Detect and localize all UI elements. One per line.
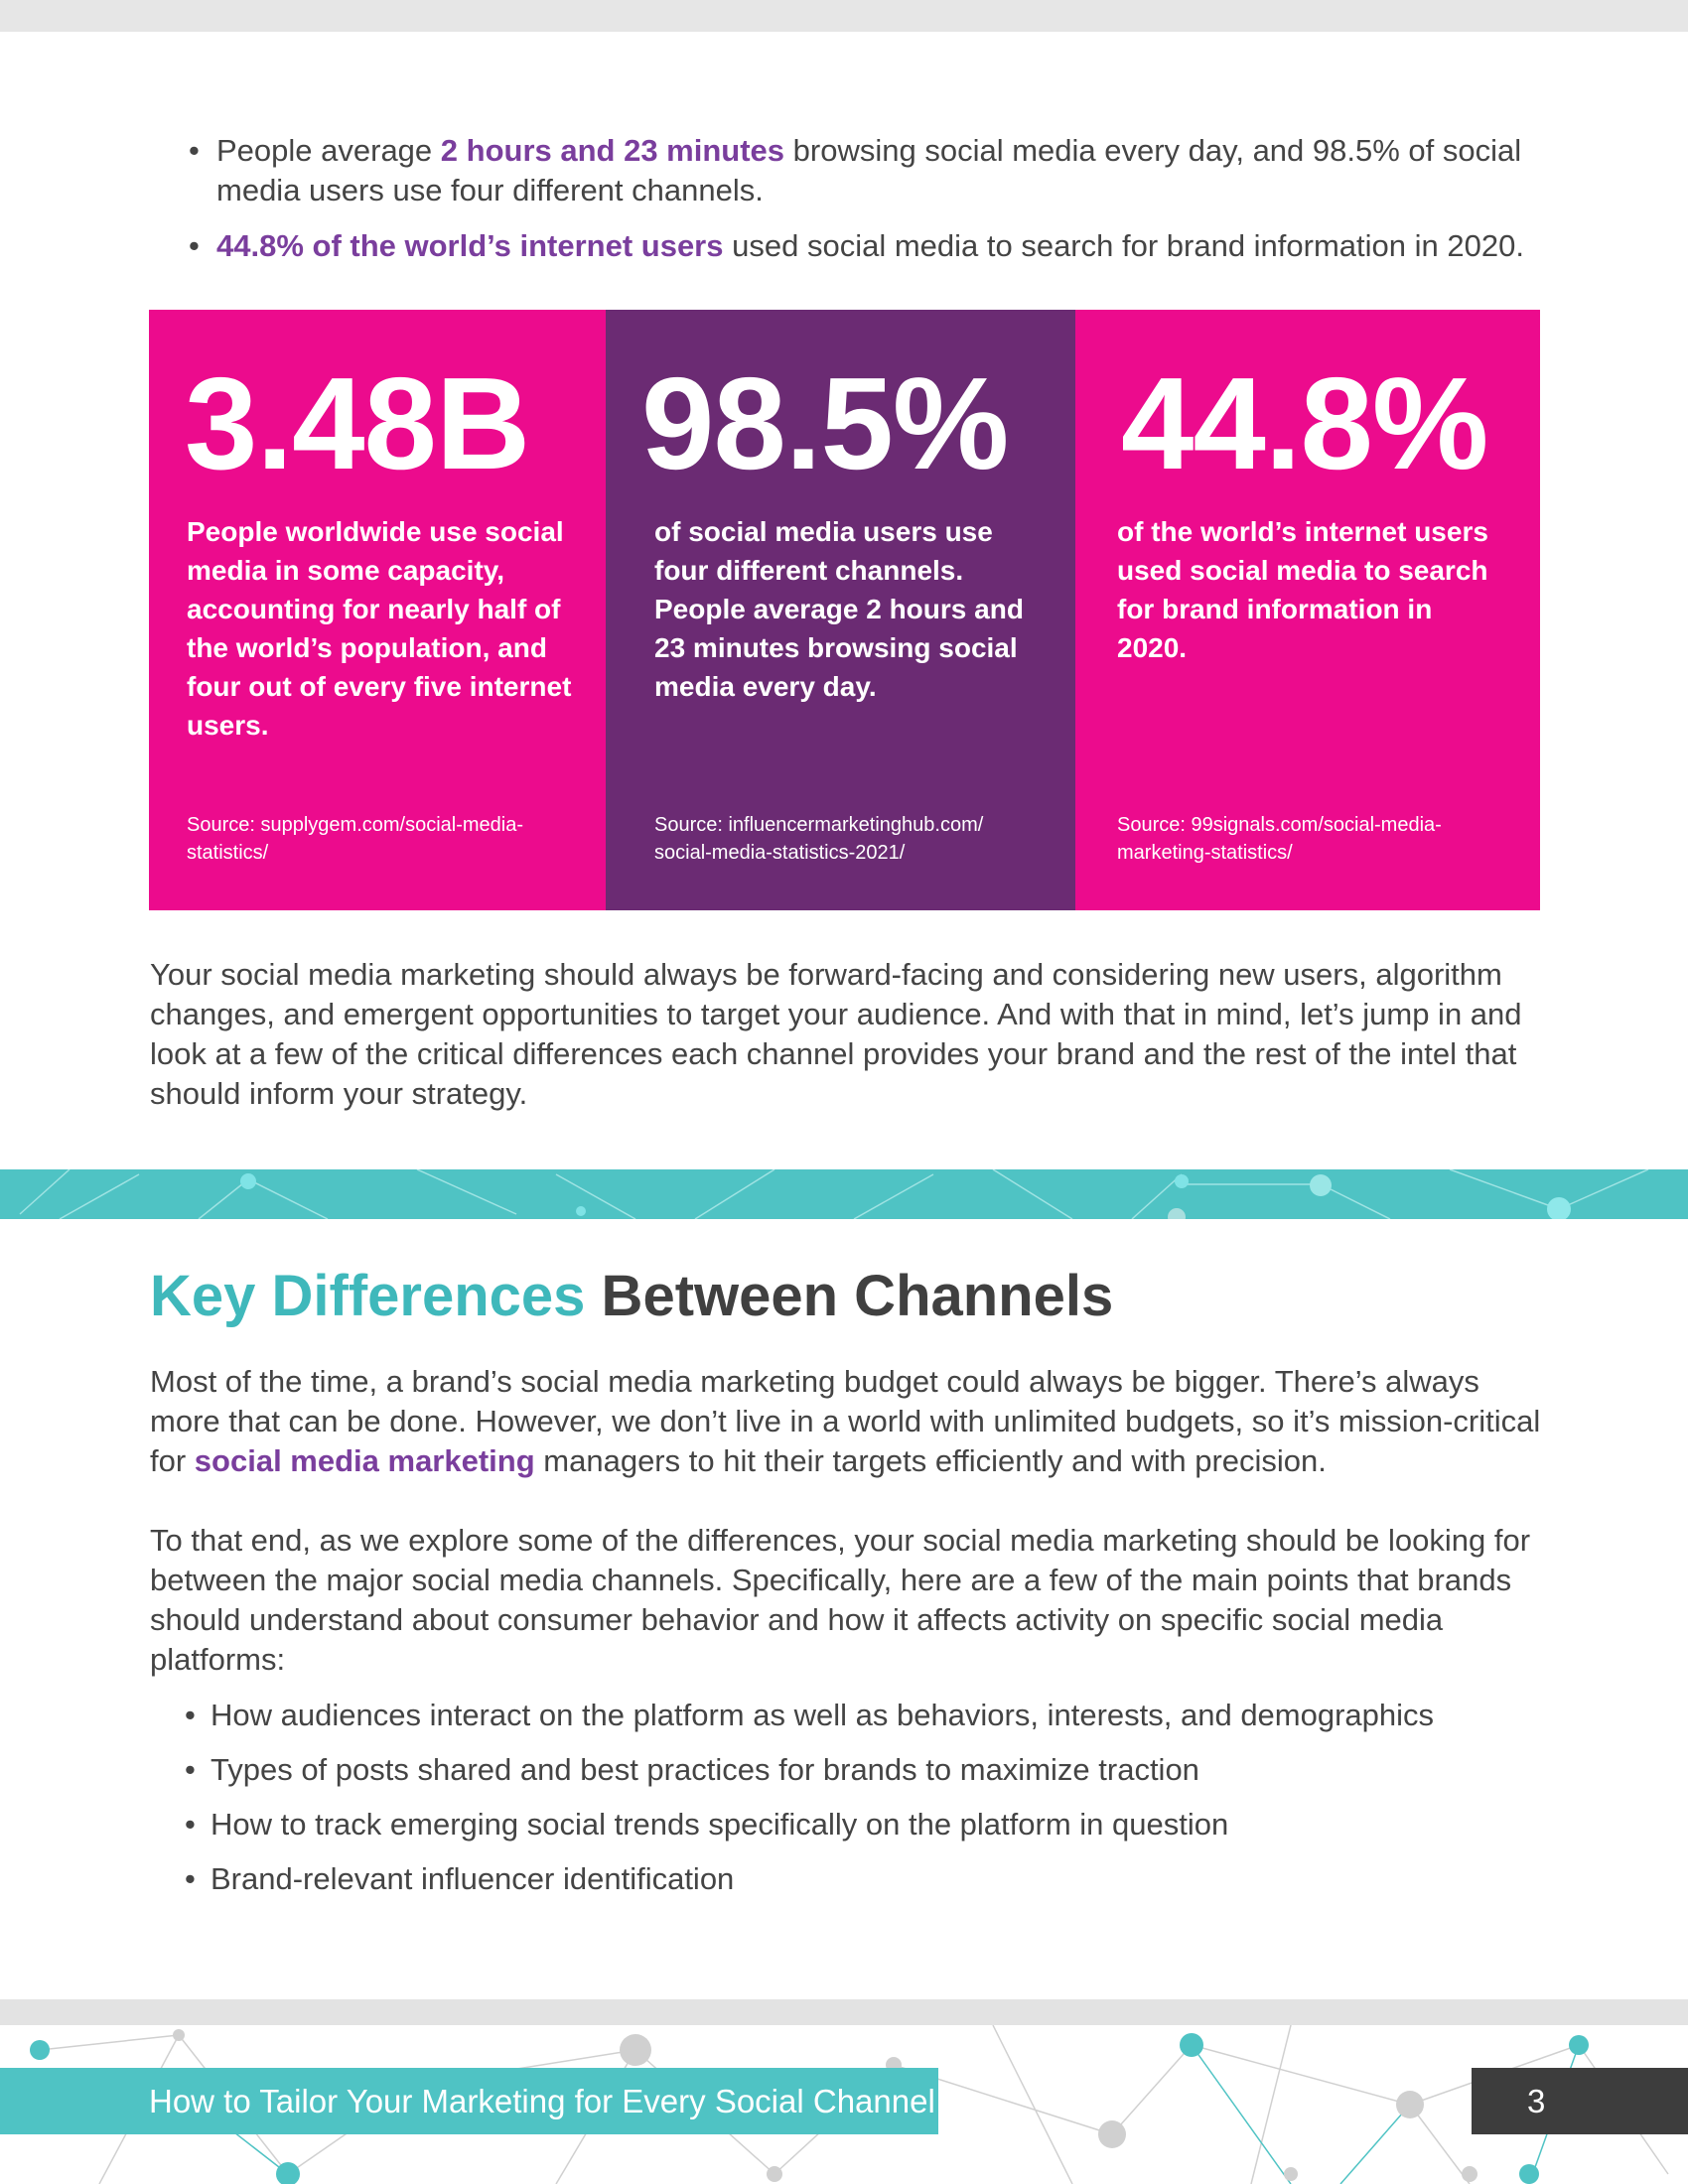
bullet-text: People average — [216, 133, 441, 168]
title-accent: Key Differences — [150, 1264, 586, 1328]
social-media-marketing-link[interactable]: social media marketing — [194, 1443, 535, 1478]
intro-paragraph: Your social media marketing should always be forward-facing and considering new users, algorithm changes, and emergent opportunities to target your audience. And with that in mind, let’s jump in and look at a few of the critical differences each channel provides your brand and the rest of the intel that should inform your strategy. — [150, 957, 1522, 1111]
paragraph-text: managers to hit their targets efficiently and with precision. — [534, 1443, 1327, 1478]
list-item: • How audiences interact on the platform as well as behaviors, interests, and demographics — [185, 1696, 1555, 1735]
stat-card-users — [149, 310, 606, 910]
bullet-text: used social media to search for brand information in 2020. — [723, 228, 1524, 263]
list-item: • Types of posts shared and best practices for brands to maximize traction — [185, 1750, 1555, 1790]
key-points-list — [185, 1696, 1555, 1914]
network-band-divider — [0, 1169, 1688, 1219]
intro-bullet-item — [185, 131, 1555, 210]
intro-bullet-item — [185, 226, 1555, 266]
stat-number: 44.8% — [1121, 350, 1488, 496]
stat-source — [1117, 811, 1514, 867]
paragraph-text: Most of the time, a brand’s social media marketing budget could always be bigger. There’s always more that can be done. However, we don’t live in a world with unlimited budgets, so it’s mission-critical for — [150, 1364, 1541, 1478]
stat-description: People worldwide use social media in some capacity, accounting for nearly half of the world’s population, and four out of every five internet users. — [187, 516, 572, 741]
source-line: statistics/ — [187, 842, 269, 864]
bullet-text: browsing social media every day, and 98.5% of social media users use four different channels. — [216, 133, 1522, 207]
source-line: marketing-statistics/ — [1117, 842, 1293, 864]
footer-document-title: How to Tailor Your Marketing for Every Social Channel — [0, 2068, 938, 2134]
stat-number: 3.48B — [185, 350, 530, 496]
stat-source — [654, 811, 1052, 867]
stat-card-brand-search — [1075, 310, 1540, 910]
top-gray-bar — [0, 0, 1688, 32]
source-line: Source: supplygem.com/social-media- — [187, 814, 524, 836]
section-title — [150, 1259, 1113, 1334]
differences-paragraph: To that end, as we explore some of the differences, your social media marketing should be looking for between the major social media channels. Specifically, here are a few of the main points that brands should understand about consumer behavior and how it affects activity on specific social media platforms: — [150, 1523, 1531, 1677]
list-item: • Brand-relevant influencer identification — [185, 1859, 1555, 1899]
stat-description: of social media users use four different channels. People average 2 hours and 23 minutes browsing social media every day. — [654, 516, 1024, 702]
source-line: Source: influencermarketinghub.com/ — [654, 814, 984, 836]
list-item: • How to track emerging social trends specifically on the platform in question — [185, 1805, 1555, 1844]
stat-description: of the world’s internet users used social media to search for brand information in 2020. — [1117, 516, 1488, 663]
highlight-text: 2 hours and 23 minutes — [440, 133, 785, 168]
intro-bullet-list — [185, 131, 1555, 282]
stat-source — [187, 811, 584, 867]
stat-number: 98.5% — [641, 350, 1009, 496]
title-rest: Between Channels — [585, 1264, 1114, 1328]
source-line: Source: 99signals.com/social-media- — [1117, 814, 1442, 836]
network-pattern-icon — [0, 1169, 1688, 1219]
source-line: social-media-statistics-2021/ — [654, 842, 906, 864]
budget-paragraph — [150, 1362, 1550, 1481]
page-number: 3 — [1472, 2068, 1688, 2134]
stat-card-channels — [606, 310, 1075, 910]
stats-panel — [149, 310, 1540, 910]
footer-gray-bar — [0, 1999, 1688, 2025]
highlight-text: 44.8% of the world’s internet users — [216, 228, 724, 263]
